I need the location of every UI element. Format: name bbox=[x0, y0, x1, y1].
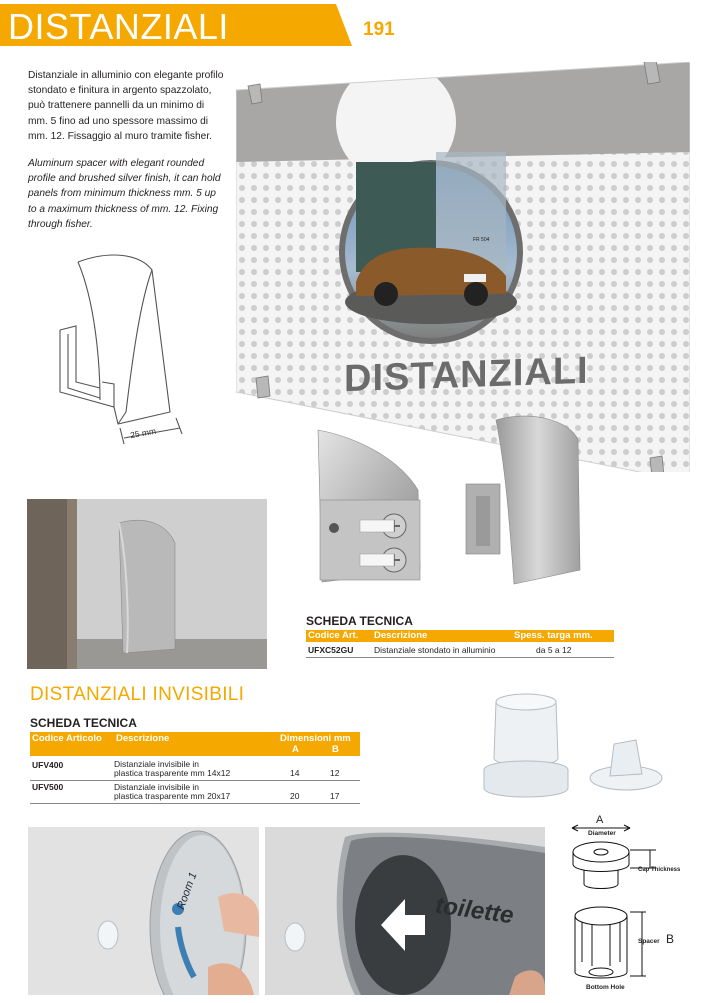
table1-col-code: Codice Art. bbox=[308, 630, 359, 641]
section-title-invisible-spacers: DISTANZIALI INVISIBILI bbox=[30, 684, 245, 705]
page-number: 191 bbox=[363, 19, 395, 40]
header-banner bbox=[0, 4, 352, 46]
table-row bbox=[306, 644, 614, 658]
plastic-spacers-photo bbox=[476, 688, 696, 808]
table-row bbox=[30, 758, 360, 781]
table2-row2-desc1: Distanziale invisibile in bbox=[114, 782, 200, 792]
table2-header bbox=[30, 732, 360, 756]
description-italian: Distanziale in alluminio con elegante profilo stondato e finitura in argento spazzolato, può trattenere pannelli da un minimo di mm. 5 fino ad uno spessore massimo di mm. 12. Fissaggio al muro tramite fisher. bbox=[28, 70, 224, 142]
label-b: B bbox=[666, 932, 675, 946]
table2-title: SCHEDA TECNICA bbox=[30, 716, 137, 730]
table2-row2-a: 20 bbox=[290, 791, 300, 801]
aluminum-spacers-photo bbox=[300, 410, 610, 590]
label-a: A bbox=[596, 814, 604, 826]
table1-code: UFXC52GU bbox=[308, 645, 354, 655]
invisible-spacer-schema bbox=[560, 812, 710, 998]
table1-description: Distanziale stondato in alluminio bbox=[374, 645, 496, 655]
table1-col-description: Descrizione bbox=[374, 630, 428, 641]
table2-row2-code: UFV500 bbox=[32, 782, 64, 792]
label-diameter: Diameter bbox=[588, 830, 616, 837]
table2-row1-code: UFV400 bbox=[32, 760, 64, 770]
install-photo-toilette bbox=[265, 827, 545, 995]
spacer-on-wall-photo bbox=[27, 499, 267, 669]
table-row bbox=[30, 781, 360, 804]
panel-display-text: DISTANZIALI bbox=[344, 349, 589, 401]
table1-header bbox=[306, 630, 614, 642]
table1-col-thickness: Spess. targa mm. bbox=[514, 630, 593, 641]
table2-col-a: A bbox=[292, 744, 299, 755]
spacer-line-drawing bbox=[40, 242, 190, 462]
table2-row1-b: 12 bbox=[330, 768, 340, 778]
table2-col-dimensions: Dimensioni mm bbox=[280, 733, 351, 744]
table2-row2-desc2: plastica trasparente mm 20x17 bbox=[114, 791, 231, 801]
table2-col-b: B bbox=[332, 744, 339, 755]
table2-col-code: Codice Articolo bbox=[32, 733, 102, 744]
label-spacer: Spacer bbox=[638, 938, 660, 945]
table2-col-description: Descrizione bbox=[116, 733, 170, 744]
table1-title: SCHEDA TECNICA bbox=[306, 614, 413, 628]
label-bottom-hole: Bottom Hole bbox=[586, 984, 625, 991]
table2-row1-desc1: Distanziale invisibile in bbox=[114, 759, 200, 769]
install-photo-room bbox=[28, 827, 259, 995]
table2-row1-desc2: plastica trasparente mm 14x12 bbox=[114, 768, 231, 778]
table2-row1-a: 14 bbox=[290, 768, 300, 778]
room-sign-text: Room 1 bbox=[175, 870, 200, 912]
label-cap-thickness: Cap Thickness bbox=[638, 867, 681, 873]
table2-row2-b: 17 bbox=[330, 791, 340, 801]
description-english: Aluminum spacer with elegant rounded profile and brushed silver finish, it can hold panels from minimum thickness mm. 5 up to a maximum thickness of mm. 12. Fixing through fisher. bbox=[28, 158, 221, 230]
dimension-label: 25 mm bbox=[129, 425, 157, 441]
page-title: DISTANZIALI bbox=[8, 6, 229, 47]
car-plate-text: FR 504 bbox=[473, 237, 490, 243]
toilette-sign-text: toilette bbox=[433, 891, 516, 930]
table1-thickness: da 5 a 12 bbox=[536, 645, 572, 655]
